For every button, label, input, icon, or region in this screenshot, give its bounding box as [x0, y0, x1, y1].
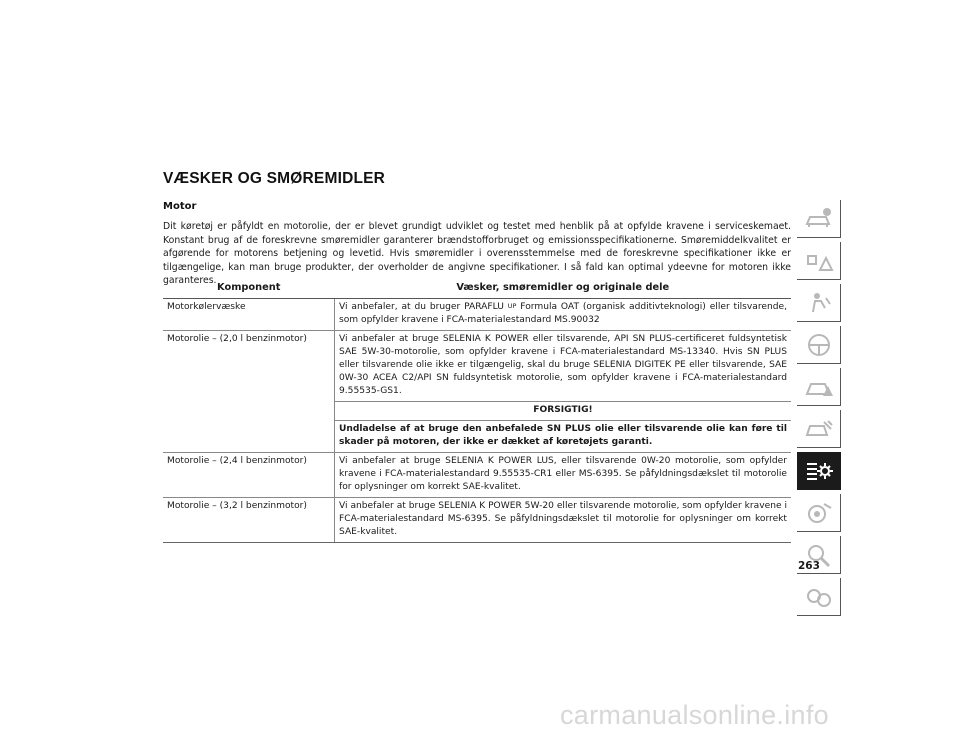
tab-service[interactable] — [797, 410, 841, 448]
table-row — [163, 498, 791, 543]
description-text: Vi anbefaler, at du bruger PARAFLU — [339, 302, 508, 312]
safety-airbag-icon — [804, 290, 834, 316]
tab-technical-specs[interactable] — [797, 452, 841, 490]
language-icon — [804, 584, 834, 610]
tab-emergency[interactable] — [797, 368, 841, 406]
component-cell: Motorolie – (3,2 l benzinmotor) — [163, 498, 335, 543]
tab-multimedia[interactable] — [797, 494, 841, 532]
tab-warning-lights[interactable] — [797, 242, 841, 280]
warning-title: FORSIGTIG! — [335, 402, 792, 421]
component-cell: Motorolie – (2,0 l benzinmotor) — [163, 331, 335, 453]
tab-car-info[interactable] — [797, 200, 841, 238]
car-service-icon — [804, 416, 834, 442]
car-info-icon — [804, 206, 834, 232]
component-cell: Motorolie – (2,4 l benzinmotor) — [163, 453, 335, 498]
tab-language[interactable] — [797, 578, 841, 616]
description-cell: Vi anbefaler at bruge SELENIA K POWER LUS, eller tilsvarende 0W-20 motorolie, som opfylder kravene i FCA-materialestandard 9.55535-CR1 eller MS-6395. Se påfyldningsdækslet til motorolie for oplysninger om korrekt SAE-kvalitet. — [335, 453, 792, 498]
steering-wheel-icon — [804, 332, 834, 358]
warning-lights-icon — [804, 248, 834, 274]
watermark: carmanualsonline.info — [560, 700, 829, 730]
column-header-fluids: Væsker, smøremidler og originale dele — [335, 278, 792, 299]
table-row — [163, 331, 791, 402]
car-emergency-icon — [804, 374, 834, 400]
description-text: Formula OAT (organisk additivteknologi) eller tilsvarende, som opfylder kravene i FCA-materialestandard MS.90032 — [339, 302, 788, 325]
description-cell: Vi anbefaler at bruge SELENIA K POWER 5W-20 eller tilsvarende motorolie, som opfylder kravene i FCA-materialestandard MS-6395. Se påfyldningsdækslet til motorolie for oplysninger om korrekt SAE-kvalitet. — [335, 498, 792, 543]
page-number: 263 — [798, 560, 820, 572]
tab-safety[interactable] — [797, 284, 841, 322]
superscript: UP — [507, 302, 517, 310]
table-row — [163, 453, 791, 498]
chapter-tabs — [797, 200, 842, 620]
intro-paragraph: Dit køretøj er påfyldt en motorolie, der er blevet grundigt udviklet og testet med henblik på at opfylde kravene i serviceskemaet. Konstant brug af de foreskrevne smøremidler garanterer brændstofforbruget og emissionsspecifikationerne. Smøremiddelkvalitet er afgørende for motorens betjening og levetid. Hvis smøremidler i overensstemmelse med de foreskrevne specifikationer ikke er tilgængelige, kan man bruge produkter, der overholder de angivne specifikationer. I så fald kan optimal ydeevne for motoren ikke garanteres. — [163, 221, 791, 286]
section-subheading: Motor — [163, 201, 197, 212]
description-cell: Vi anbefaler at bruge SELENIA K POWER eller tilsvarende, API SN PLUS-certificeret fuldsyntetisk SAE 5W-30-motorolie, som opfylder kravene i FCA-materialestandard MS-13340. Hvis SN PLUS eller tilsvarende olie ikke er tilgængelig, skal du bruge SELENIA DIGITEK PE eller tilsvarende, SAE 0W-30 ACEA C2/API SN fuldsyntetisk motorolie, som opfylder kravene i FCA-materialestandard 9.55535-GS1. — [335, 331, 792, 402]
column-header-component: Komponent — [163, 278, 335, 299]
page-title: VÆSKER OG SMØREMIDLER — [163, 170, 386, 187]
warning-text: Undladelse af at bruge den anbefalede SN PLUS olie eller tilsvarende olie kan føre til skader på motoren, der ikke er dækket af køretøjets garanti. — [335, 421, 792, 453]
fluids-table — [163, 278, 791, 543]
table-row — [163, 299, 791, 331]
multimedia-icon — [804, 500, 834, 526]
description-cell — [335, 299, 792, 331]
technical-specs-icon — [804, 458, 834, 484]
component-cell: Motorkølervæske — [163, 299, 335, 331]
table-header-row — [163, 278, 791, 299]
tab-driving[interactable] — [797, 326, 841, 364]
